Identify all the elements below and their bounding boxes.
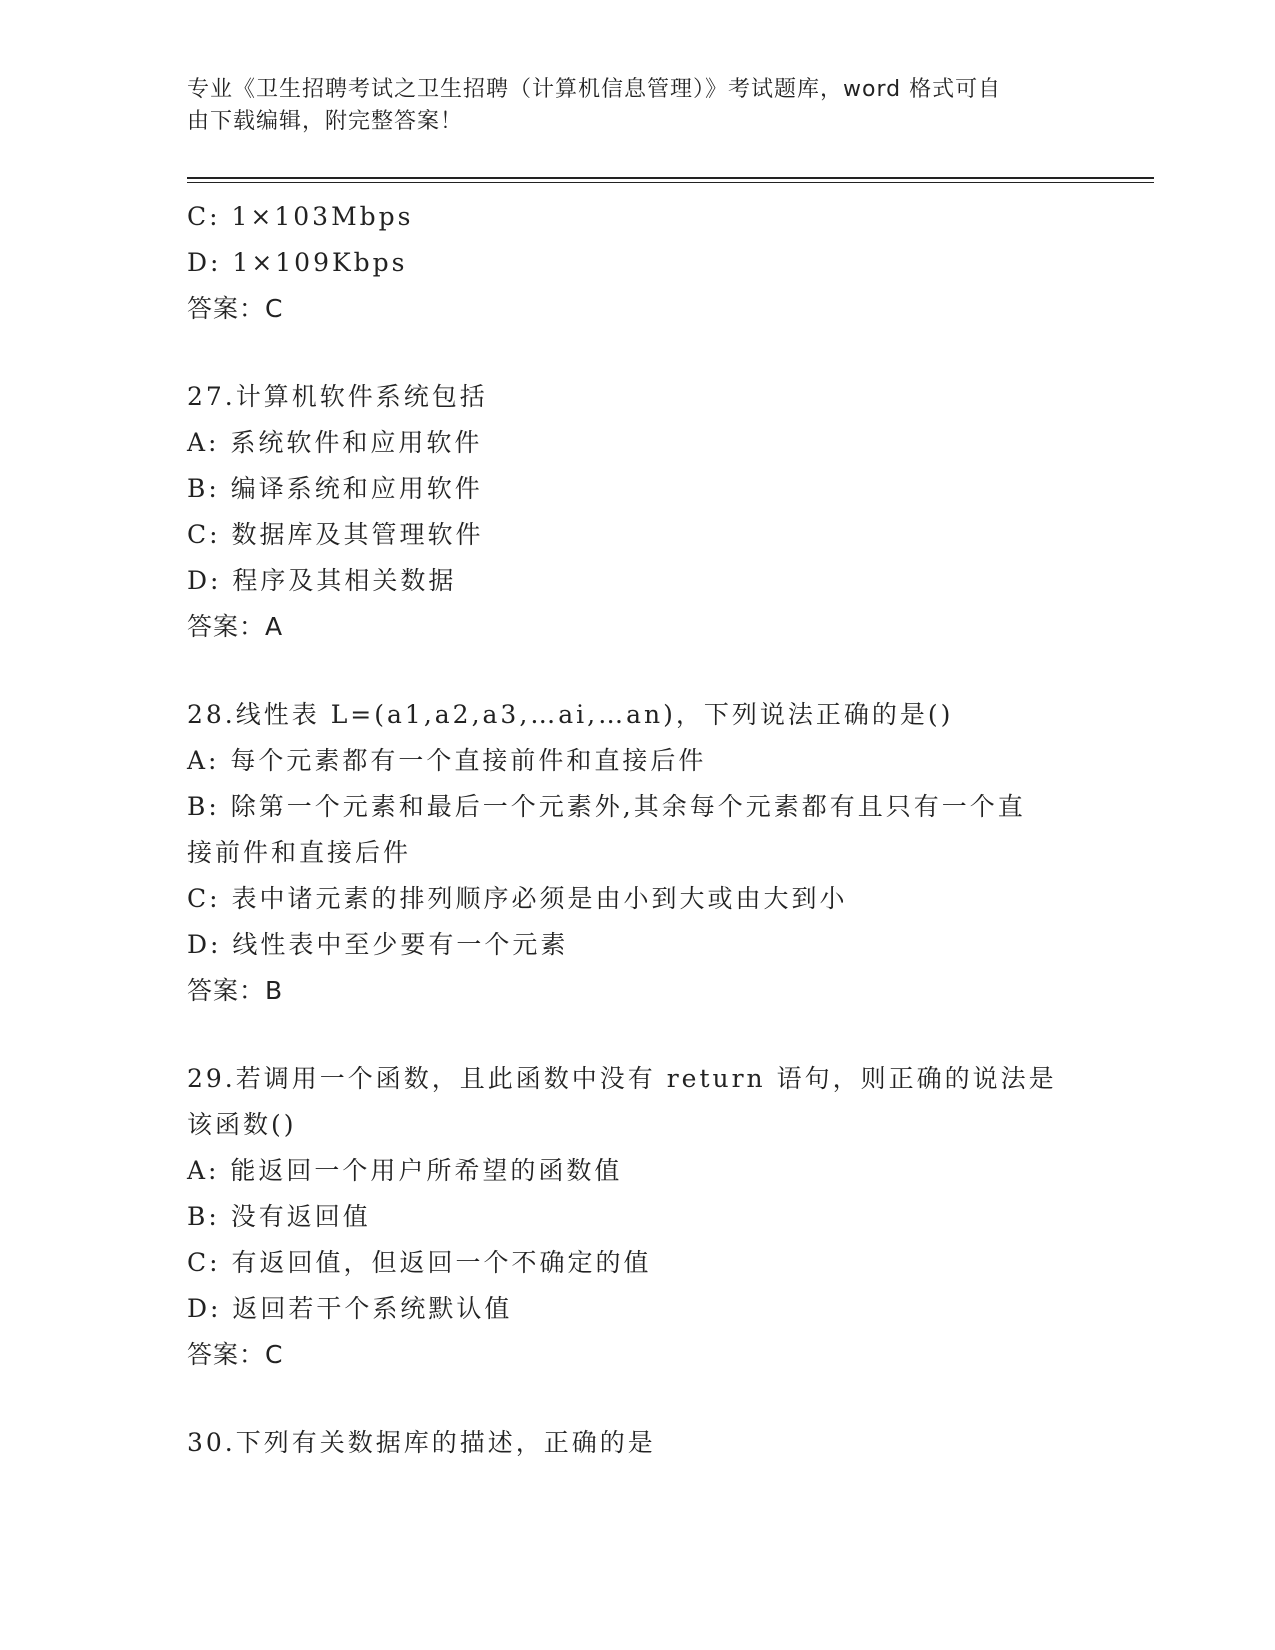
header-line-2: 由下载编辑，附完整答案！ [187, 109, 464, 134]
option-c: C: 有返回值，但返回一个不确定的值 [187, 1248, 652, 1277]
prev-answer: 答案：C [187, 294, 284, 323]
question-27 [187, 374, 1067, 650]
document-header [187, 74, 1067, 138]
question-stem-continued: 该函数() [187, 1110, 297, 1139]
option-d: D: 线性表中至少要有一个元素 [187, 930, 569, 959]
question-stem: 29.若调用一个函数，且此函数中没有 return 语句，则正确的说法是 [187, 1064, 1057, 1093]
option-c: C: 表中诸元素的排列顺序必须是由小到大或由大到小 [187, 884, 848, 913]
question-28 [187, 692, 1067, 1014]
header-rule-thick [187, 177, 1154, 179]
option-c: C: 数据库及其管理软件 [187, 520, 484, 549]
option-a: A: 每个元素都有一个直接前件和直接后件 [187, 746, 707, 775]
answer: 答案：A [187, 612, 284, 641]
option-b: B: 编译系统和应用软件 [187, 474, 483, 503]
option-d: D: 程序及其相关数据 [187, 566, 457, 595]
question-29 [187, 1056, 1067, 1378]
spacer [187, 1014, 1067, 1056]
question-stem: 27.计算机软件系统包括 [187, 382, 488, 411]
question-stem: 30.下列有关数据库的描述，正确的是 [187, 1428, 656, 1457]
header-rule-thin [187, 182, 1154, 183]
option-b: B: 没有返回值 [187, 1202, 371, 1231]
spacer [187, 1378, 1067, 1420]
spacer [187, 332, 1067, 374]
question-content [187, 194, 1067, 1466]
question-stem: 28.线性表 L=(a1,a2,a3,…ai,…an)，下列说法正确的是() [187, 700, 954, 729]
prev-option-d: D: 1×109Kbps [187, 248, 408, 277]
answer: 答案：C [187, 1340, 284, 1369]
option-d: D: 返回若干个系统默认值 [187, 1294, 513, 1323]
option-a: A: 能返回一个用户所希望的函数值 [187, 1156, 623, 1185]
header-line-1: 专业《卫生招聘考试之卫生招聘（计算机信息管理）》考试题库，word 格式可自 [187, 77, 1002, 102]
prev-option-c: C: 1×103Mbps [187, 202, 414, 231]
spacer [187, 650, 1067, 692]
option-a: A: 系统软件和应用软件 [187, 428, 483, 457]
question-30 [187, 1420, 1067, 1466]
option-b-continued: 接前件和直接后件 [187, 838, 412, 867]
option-b: B: 除第一个元素和最后一个元素外,其余每个元素都有且只有一个直 [187, 792, 1026, 821]
answer: 答案：B [187, 976, 284, 1005]
